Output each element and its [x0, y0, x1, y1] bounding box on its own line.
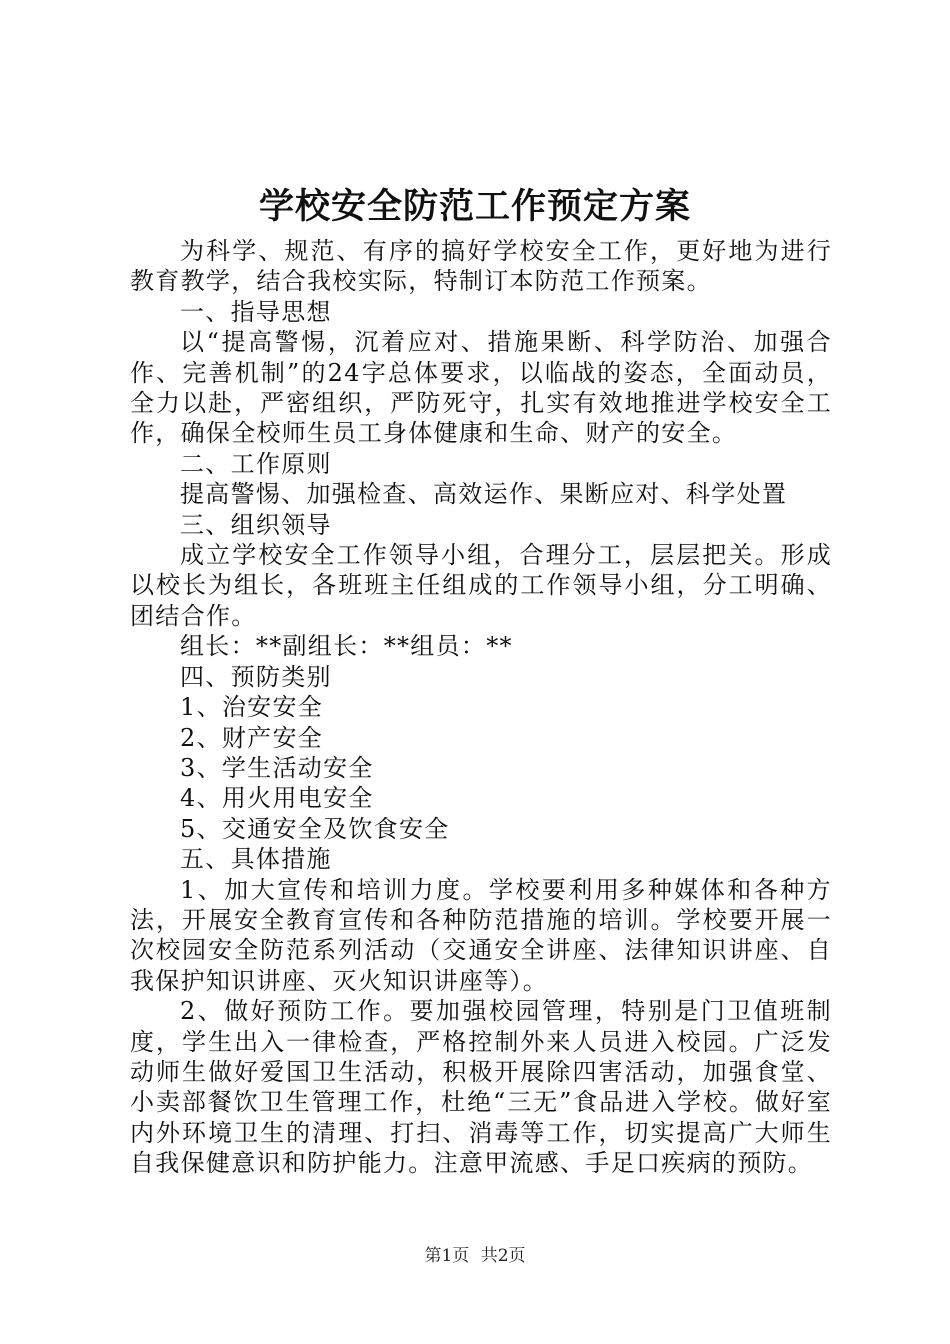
guiding-ideology-paragraph: 以“提高警惕，沉着应对、措施果断、科学防治、加强合作、完善机制”的24字总体要求，以临战的姿态，全面动员，全力以赴，严密组织，严防死守，扎实有效地推进学校安全工作，确保全校师生员工身体健康和生命、财产的安全。 [130, 328, 832, 448]
section-heading-specific-measures: 五、具体措施 [180, 845, 332, 874]
section-heading-prevention-categories: 四、预防类别 [180, 662, 332, 691]
page-number: 第1页 [424, 1246, 470, 1266]
list-item: 1、治安安全 [180, 693, 324, 722]
list-item: 3、学生活动安全 [180, 753, 374, 782]
work-principles-paragraph: 提高警惕、加强检查、高效运作、果断应对、科学处置 [180, 480, 788, 509]
measure-paragraph-prevention: 2、做好预防工作。要加强校园管理，特别是门卫值班制度，学生出入一律检查，严格控制外来人员进入校园。广泛发动师生做好爱国卫生活动，积极开展除四害活动，加强食堂、小卖部餐饮卫生管理工作，杜绝“三无”食品进入学校。做好室内外环境卫生的清理、打扫、消毒等工作，切实提高广大师生自我保健意识和防护能力。注意甲流感、手足口疾病的预防。 [130, 997, 832, 1178]
section-heading-organization: 三、组织领导 [180, 510, 332, 539]
list-item: 2、财产安全 [180, 723, 324, 752]
team-members-line: 组长：**副组长：**组员：** [180, 632, 513, 661]
measure-paragraph-publicity: 1、加大宣传和培训力度。学校要利用多种媒体和各种方法，开展安全教育宣传和各种防范措施的培训。学校要开展一次校园安全防范系列活动（交通安全讲座、法律知识讲座、自我保护知识讲座、灭火知识讲座等）。 [130, 875, 832, 995]
page-footer [0, 1245, 950, 1267]
document-title: 学校安全防范工作预定方案 [258, 186, 691, 227]
section-heading-guiding-ideology: 一、指导思想 [180, 297, 332, 326]
list-item: 5、交通安全及饮食安全 [180, 814, 450, 843]
page-total: 共2页 [480, 1246, 526, 1266]
intro-paragraph: 为科学、规范、有序的搞好学校安全工作，更好地为进行教育教学，结合我校实际，特制订本防范工作预案。 [130, 237, 832, 296]
document-body [130, 236, 832, 1179]
organization-paragraph: 成立学校安全工作领导小组，合理分工，层层把关。形成以校长为组长，各班班主任组成的工作领导小组，分工明确、团结合作。 [130, 541, 832, 630]
section-heading-work-principles: 二、工作原则 [180, 449, 332, 478]
list-item: 4、用火用电安全 [180, 784, 374, 813]
